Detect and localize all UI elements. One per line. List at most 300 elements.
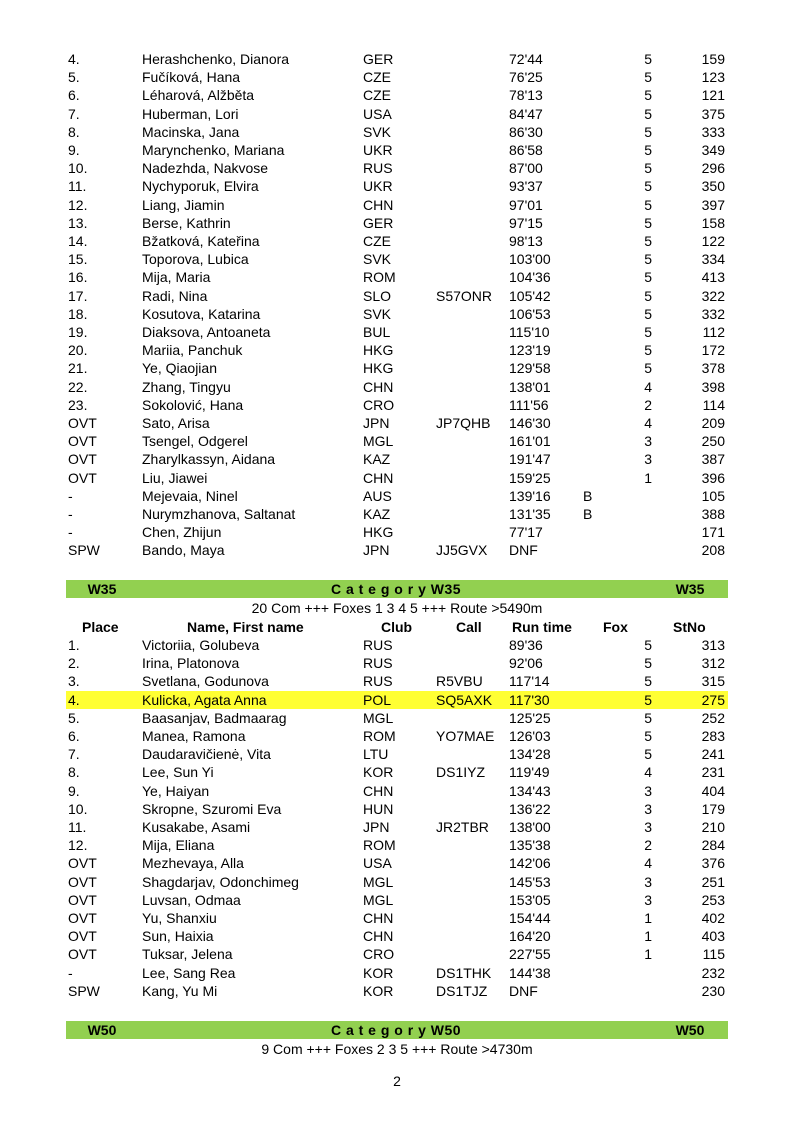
cell-start-number: 350 — [701, 178, 725, 195]
table-row — [66, 177, 728, 195]
cell-fox-count: 5 — [644, 269, 652, 286]
cell-place: 5. — [68, 709, 80, 726]
cell-name: Victoriia, Golubeva — [142, 637, 260, 653]
cell-place: OVT — [68, 946, 97, 963]
cell-run-time: 154'44 — [509, 910, 551, 926]
cell-run-time: 87'00 — [509, 160, 543, 177]
cell-place: 18. — [68, 305, 88, 322]
cell-start-number: 397 — [701, 196, 725, 213]
cell-name: Kang, Yu Mi — [142, 982, 218, 999]
cell-club: SVK — [363, 305, 392, 322]
cell-name: Bžatková, Kateřina — [142, 233, 260, 249]
cell-club: MGL — [363, 433, 394, 450]
table-row — [66, 672, 728, 690]
cell-place: 14. — [68, 233, 88, 249]
cell-start-number: 241 — [701, 746, 725, 763]
cell-name: Diaksova, Antoaneta — [142, 324, 271, 340]
cell-start-number: 284 — [701, 837, 725, 854]
cell-run-time: 135'38 — [509, 837, 551, 854]
table-row — [66, 50, 728, 68]
cell-club: KOR — [363, 764, 394, 781]
cell-club: BUL — [363, 324, 391, 340]
cell-place: 23. — [68, 396, 88, 413]
cell-run-time: 161'01 — [509, 433, 551, 450]
table-row — [66, 287, 728, 305]
category-title: C a t e g o r y W50 — [330, 1022, 462, 1038]
cell-name: Sun, Haixia — [142, 928, 214, 945]
cell-place: 8. — [68, 123, 80, 140]
cell-fox-count: 5 — [644, 251, 652, 268]
cell-place: 5. — [68, 69, 80, 86]
table-row — [66, 432, 728, 450]
cell-run-time: 86'30 — [509, 123, 543, 140]
cell-start-number: 313 — [701, 637, 725, 653]
cell-start-number: 251 — [701, 873, 725, 890]
cell-club: LTU — [363, 746, 389, 763]
cell-name: Tuksar, Jelena — [142, 946, 233, 963]
category-info-w50: 9 Com +++ Foxes 2 3 5 +++ Route >4730m — [261, 1041, 533, 1057]
table-row — [66, 214, 728, 232]
cell-start-number: 209 — [701, 415, 725, 431]
cell-start-number: 105 — [701, 487, 725, 504]
cell-fox-count: 5 — [644, 691, 652, 708]
table-row — [66, 505, 728, 523]
cell-club: HUN — [363, 800, 394, 817]
header-call: Call — [456, 619, 482, 635]
cell-club: CHN — [363, 928, 394, 945]
table-row — [66, 469, 728, 487]
cell-start-number: 312 — [701, 655, 725, 672]
table-row — [66, 873, 728, 891]
cell-name: Liu, Jiawei — [142, 469, 208, 486]
cell-club: JPN — [363, 542, 390, 559]
cell-name: Mejevaia, Ninel — [142, 487, 238, 504]
cell-place: - — [68, 487, 73, 504]
table-row — [66, 818, 728, 836]
cell-place: 22. — [68, 378, 88, 395]
cell-run-time: 89'36 — [509, 637, 543, 653]
table-row — [66, 68, 728, 86]
cell-place: 12. — [68, 196, 88, 213]
cell-start-number: 232 — [701, 964, 725, 981]
cell-fox-count: 3 — [644, 873, 652, 890]
table-row — [66, 359, 728, 377]
table-row — [66, 250, 728, 268]
cell-club: AUS — [363, 487, 392, 504]
cell-run-time: 131'35 — [509, 506, 551, 522]
cell-place: OVT — [68, 415, 97, 431]
cell-club: ROM — [363, 837, 396, 854]
cell-place: - — [68, 506, 73, 522]
table-row — [66, 709, 728, 727]
cell-run-time: 93'37 — [509, 178, 543, 195]
cell-start-number: 378 — [701, 360, 725, 377]
cell-place: 21. — [68, 360, 88, 377]
cell-flag: B — [583, 506, 593, 522]
cell-run-time: 98'13 — [509, 233, 543, 249]
cell-fox-count: 4 — [644, 764, 652, 781]
cell-place: SPW — [68, 542, 100, 559]
cell-place: OVT — [68, 469, 97, 486]
cell-club: CHN — [363, 196, 394, 213]
cell-run-time: 92'06 — [509, 655, 543, 672]
cell-fox-count: 5 — [644, 69, 652, 86]
cell-fox-count: 5 — [644, 655, 652, 672]
cell-name: Ye, Haiyan — [142, 782, 210, 799]
cell-fox-count: 3 — [644, 819, 652, 835]
cell-fox-count: 5 — [644, 142, 652, 158]
cell-start-number: 122 — [701, 233, 725, 249]
cell-name: Yu, Shanxiu — [142, 910, 217, 926]
cell-run-time: 134'43 — [509, 782, 551, 799]
cell-start-number: 231 — [701, 764, 725, 781]
cell-place: OVT — [68, 873, 97, 890]
cell-name: Chen, Zhijun — [142, 524, 222, 541]
cell-name: Lee, Sang Rea — [142, 964, 236, 981]
cell-name: Manea, Ramona — [142, 728, 246, 744]
cell-fox-count: 4 — [644, 378, 652, 395]
cell-name: Svetlana, Godunova — [142, 673, 269, 690]
cell-place: OVT — [68, 855, 97, 872]
table-row — [66, 450, 728, 468]
cell-name: Sokolović, Hana — [142, 396, 244, 413]
cell-club: UKR — [363, 142, 393, 158]
table-row — [66, 927, 728, 945]
table-row — [66, 105, 728, 123]
cell-run-time: 97'01 — [509, 196, 543, 213]
cell-club: RUS — [363, 160, 393, 177]
table-row — [66, 982, 728, 1000]
cell-start-number: 296 — [701, 160, 725, 177]
cell-name: Zharylkassyn, Aidana — [142, 451, 276, 468]
cell-place: 2. — [68, 655, 80, 672]
cell-name: Kusakabe, Asami — [142, 819, 251, 835]
cell-club: MGL — [363, 709, 394, 726]
cell-fox-count: 4 — [644, 855, 652, 872]
cell-start-number: 403 — [701, 928, 725, 945]
cell-name: Lee, Sun Yi — [142, 764, 214, 781]
cell-name: Daudaravičienė, Vita — [142, 746, 271, 763]
cell-run-time: 84'47 — [509, 105, 543, 122]
cell-place: 15. — [68, 251, 88, 268]
cell-place: 12. — [68, 837, 88, 854]
cell-place: 20. — [68, 342, 88, 359]
header-runtime: Run time — [512, 619, 572, 635]
cell-start-number: 402 — [701, 910, 725, 926]
cell-club: RUS — [363, 655, 393, 672]
cell-club: GER — [363, 214, 394, 231]
cell-place: 1. — [68, 637, 80, 653]
table-row — [66, 836, 728, 854]
cell-call: DS1THK — [436, 964, 492, 981]
cell-place: OVT — [68, 451, 97, 468]
table-row — [66, 523, 728, 541]
cell-run-time: 117'30 — [509, 691, 550, 708]
cell-fox-count: 3 — [644, 433, 652, 450]
table-row — [66, 378, 728, 396]
cell-start-number: 404 — [701, 782, 725, 799]
table-row — [66, 414, 728, 432]
category-code-right: W50 — [675, 1022, 705, 1038]
cell-place: 6. — [68, 728, 80, 744]
cell-start-number: 158 — [701, 214, 725, 231]
cell-fox-count: 5 — [644, 196, 652, 213]
cell-run-time: 78'13 — [509, 87, 543, 104]
cell-fox-count: 5 — [644, 728, 652, 744]
cell-place: 16. — [68, 269, 88, 286]
cell-name: Nychyporuk, Elvira — [142, 178, 259, 195]
cell-run-time: 117'14 — [509, 673, 550, 690]
cell-start-number: 230 — [701, 982, 725, 999]
cell-fox-count: 5 — [644, 342, 652, 359]
cell-club: KOR — [363, 964, 394, 981]
page-number: 2 — [393, 1073, 401, 1089]
cell-flag: B — [583, 487, 593, 504]
cell-club: USA — [363, 105, 392, 122]
category-title: C a t e g o r y W35 — [330, 581, 462, 597]
cell-fox-count: 4 — [644, 415, 652, 431]
cell-start-number: 275 — [701, 691, 725, 708]
cell-run-time: 145'53 — [509, 873, 551, 890]
cell-club: ROM — [363, 728, 396, 744]
cell-place: - — [68, 524, 73, 541]
cell-fox-count: 3 — [644, 891, 652, 908]
cell-fox-count: 5 — [644, 637, 652, 653]
table-row — [66, 323, 728, 341]
cell-start-number: 334 — [701, 251, 725, 268]
cell-club: CHN — [363, 378, 394, 395]
cell-run-time: 139'16 — [509, 487, 551, 504]
cell-start-number: 210 — [701, 819, 725, 835]
cell-club: CHN — [363, 469, 394, 486]
table-row — [66, 541, 728, 559]
table-row — [66, 196, 728, 214]
cell-name: Marynchenko, Mariana — [142, 142, 285, 158]
cell-run-time: 77'17 — [509, 524, 543, 541]
cell-run-time: 138'00 — [509, 819, 551, 835]
cell-start-number: 250 — [701, 433, 725, 450]
cell-start-number: 114 — [702, 396, 725, 413]
cell-place: 9. — [68, 782, 80, 799]
cell-start-number: 253 — [701, 891, 725, 908]
cell-name: Toporova, Lubica — [142, 251, 249, 268]
cell-name: Herashchenko, Dianora — [142, 51, 290, 67]
cell-place: 7. — [68, 746, 80, 763]
category-code-right: W35 — [675, 581, 705, 597]
cell-run-time: 142'06 — [509, 855, 551, 872]
cell-club: HKG — [363, 360, 394, 377]
cell-club: MGL — [363, 873, 394, 890]
table-row — [66, 396, 728, 414]
cell-club: SVK — [363, 251, 392, 268]
cell-club: CRO — [363, 396, 395, 413]
cell-place: 4. — [68, 691, 80, 708]
cell-place: 10. — [68, 160, 88, 177]
cell-name: Luvsan, Odmaa — [142, 891, 241, 908]
cell-run-time: 106'53 — [509, 305, 551, 322]
cell-start-number: 123 — [701, 69, 725, 86]
cell-start-number: 159 — [701, 51, 725, 67]
table-row — [66, 123, 728, 141]
cell-name: Mariia, Panchuk — [142, 342, 243, 359]
cell-fox-count: 5 — [644, 105, 652, 122]
cell-fox-count: 5 — [644, 178, 652, 195]
cell-call: DS1IYZ — [436, 764, 486, 781]
cell-fox-count: 5 — [644, 214, 652, 231]
cell-fox-count: 3 — [644, 451, 652, 468]
cell-fox-count: 1 — [644, 910, 652, 926]
cell-name: Nadezhda, Nakvose — [142, 160, 269, 177]
cell-start-number: 398 — [701, 378, 725, 395]
cell-run-time: 144'38 — [509, 964, 551, 981]
cell-fox-count: 2 — [644, 837, 652, 854]
cell-run-time: 103'00 — [509, 251, 551, 268]
cell-name: Nurymzhanova, Saltanat — [142, 506, 296, 522]
cell-place: 4. — [68, 51, 80, 67]
cell-run-time: 123'19 — [509, 342, 551, 359]
cell-start-number: 121 — [701, 87, 725, 104]
cell-start-number: 112 — [702, 324, 725, 340]
cell-club: UKR — [363, 178, 393, 195]
cell-call: JP7QHB — [436, 415, 491, 431]
category-code-left: W35 — [87, 581, 117, 597]
cell-name: Liang, Jiamin — [142, 196, 225, 213]
cell-run-time: 72'44 — [509, 51, 543, 67]
cell-club: RUS — [363, 637, 393, 653]
cell-fox-count: 5 — [644, 360, 652, 377]
cell-call: DS1TJZ — [436, 982, 488, 999]
cell-name: Léharová, Alžběta — [142, 87, 255, 104]
category-code-left: W50 — [87, 1022, 117, 1038]
cell-club: KAZ — [363, 451, 391, 468]
cell-fox-count: 5 — [644, 123, 652, 140]
cell-name: Mija, Eliana — [142, 837, 215, 854]
cell-fox-count: 5 — [644, 87, 652, 104]
table-row-highlighted — [66, 691, 728, 709]
cell-call: R5VBU — [436, 673, 483, 690]
table-row — [66, 487, 728, 505]
cell-club: POL — [363, 691, 392, 708]
header-place: Place — [82, 619, 119, 635]
cell-start-number: 375 — [701, 105, 725, 122]
cell-run-time: 138'01 — [509, 378, 551, 395]
cell-club: CZE — [363, 87, 391, 104]
table-row — [66, 341, 728, 359]
cell-place: 19. — [68, 324, 88, 340]
cell-name: Mija, Maria — [142, 269, 211, 286]
cell-club: USA — [363, 855, 392, 872]
cell-club: CZE — [363, 69, 391, 86]
column-header-row — [66, 618, 728, 636]
table-row — [66, 909, 728, 927]
cell-club: CRO — [363, 946, 395, 963]
cell-club: HKG — [363, 524, 394, 541]
cell-club: JPN — [363, 819, 390, 835]
cell-start-number: 387 — [701, 451, 725, 468]
header-club: Club — [381, 619, 413, 635]
cell-name: Tsengel, Odgerel — [142, 433, 248, 450]
cell-fox-count: 1 — [644, 928, 652, 945]
header-stno: StNo — [673, 619, 706, 635]
header-fox: Fox — [603, 619, 628, 635]
cell-run-time: 111'56 — [509, 396, 549, 413]
cell-start-number: 333 — [701, 123, 725, 140]
cell-run-time: DNF — [509, 982, 538, 999]
cell-name: Zhang, Tingyu — [142, 378, 231, 395]
cell-place: 17. — [68, 287, 88, 304]
cell-fox-count: 5 — [644, 287, 652, 304]
category-bar-w50 — [66, 1021, 728, 1039]
cell-run-time: 164'20 — [509, 928, 551, 945]
cell-name: Baasanjav, Badmaarag — [142, 709, 287, 726]
cell-place: 13. — [68, 214, 88, 231]
table-row — [66, 159, 728, 177]
table-row — [66, 782, 728, 800]
cell-club: RUS — [363, 673, 393, 690]
cell-run-time: 86'58 — [509, 142, 543, 158]
cell-club: JPN — [363, 415, 390, 431]
cell-start-number: 349 — [701, 142, 725, 158]
cell-place: - — [68, 964, 73, 981]
cell-place: 8. — [68, 764, 80, 781]
table-row — [66, 763, 728, 781]
cell-name: Fučíková, Hana — [142, 69, 241, 86]
cell-club: HKG — [363, 342, 394, 359]
cell-club: KAZ — [363, 506, 391, 522]
cell-name: Skropne, Szuromi Eva — [142, 800, 282, 817]
cell-name: Kosutova, Katarina — [142, 305, 261, 322]
cell-run-time: 134'28 — [509, 746, 551, 763]
cell-call: YO7MAE — [436, 728, 495, 744]
cell-place: 10. — [68, 800, 88, 817]
cell-fox-count: 5 — [644, 746, 652, 763]
cell-start-number: 283 — [701, 728, 725, 744]
cell-place: 6. — [68, 87, 80, 104]
table-row — [66, 745, 728, 763]
cell-run-time: 159'25 — [509, 469, 551, 486]
cell-run-time: 227'55 — [509, 946, 551, 963]
cell-run-time: 97'15 — [509, 214, 543, 231]
header-name: Name, First name — [187, 619, 304, 635]
cell-place: SPW — [68, 982, 100, 999]
cell-fox-count: 5 — [644, 324, 652, 340]
cell-fox-count: 5 — [644, 673, 652, 690]
cell-place: 9. — [68, 142, 80, 158]
cell-name: Sato, Arisa — [142, 415, 210, 431]
table-row — [66, 232, 728, 250]
cell-call: JJ5GVX — [436, 542, 488, 559]
cell-start-number: 115 — [702, 946, 725, 963]
cell-run-time: 136'22 — [509, 800, 551, 817]
table-row — [66, 141, 728, 159]
cell-name: Macinska, Jana — [142, 123, 240, 140]
cell-place: OVT — [68, 910, 97, 926]
cell-name: Bando, Maya — [142, 542, 225, 559]
cell-start-number: 376 — [701, 855, 725, 872]
table-row — [66, 86, 728, 104]
cell-start-number: 332 — [701, 305, 725, 322]
cell-fox-count: 1 — [644, 469, 652, 486]
cell-club: CZE — [363, 233, 391, 249]
cell-run-time: 76'25 — [509, 69, 543, 86]
cell-club: MGL — [363, 891, 394, 908]
cell-club: SVK — [363, 123, 392, 140]
category-bar-w35 — [66, 580, 728, 598]
cell-run-time: 125'25 — [509, 709, 551, 726]
category-info-w35: 20 Com +++ Foxes 1 3 4 5 +++ Route >5490m — [251, 600, 543, 616]
cell-start-number: 172 — [701, 342, 725, 359]
cell-fox-count: 1 — [644, 946, 652, 963]
